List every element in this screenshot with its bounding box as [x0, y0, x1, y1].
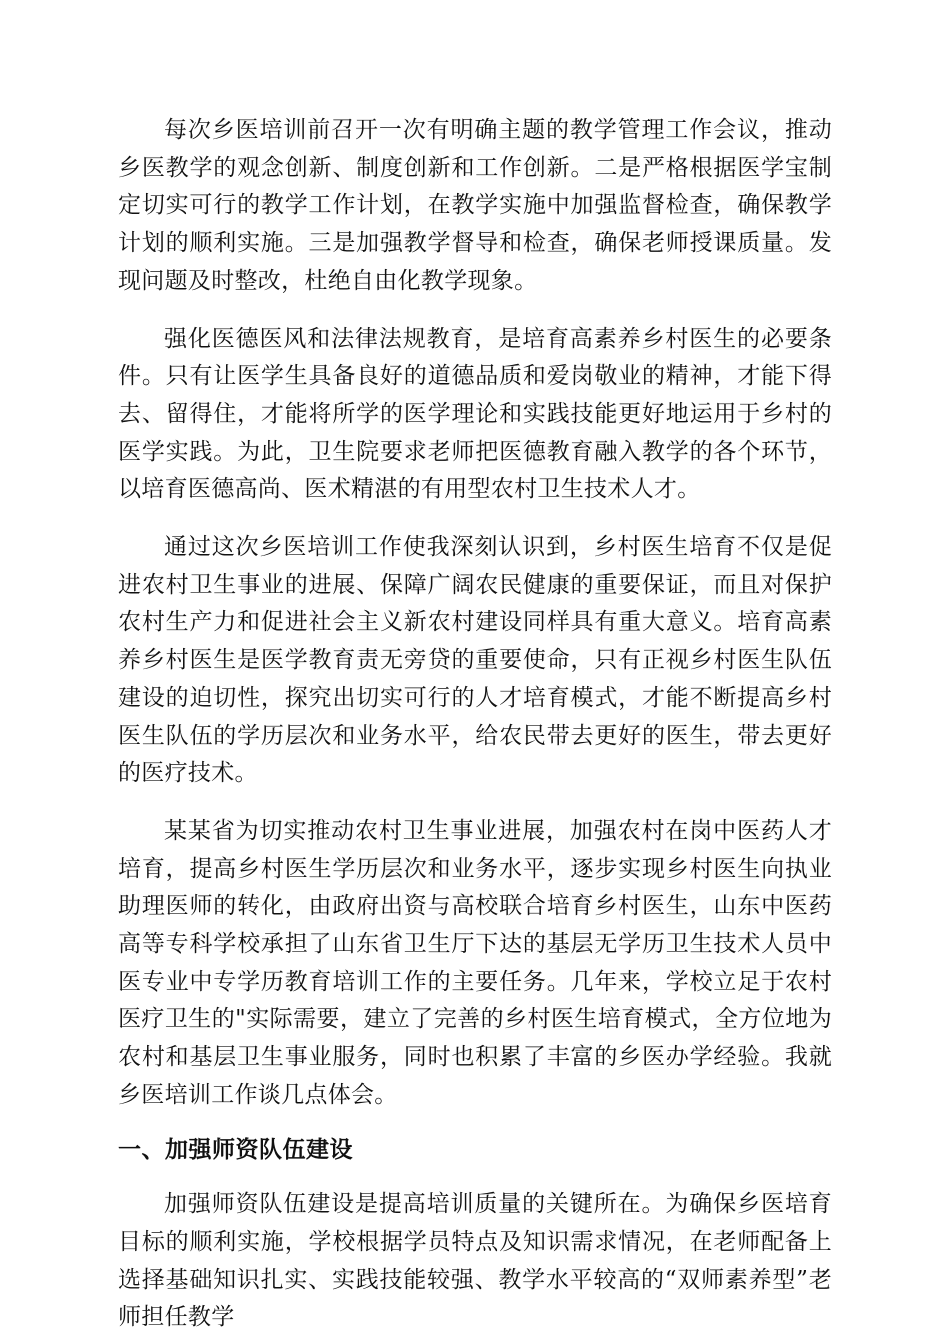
- document-page: [118, 112, 832, 1337]
- paragraph-teacher-team: 加强师资队伍建设是提高培训质量的关键所在。为确保乡医培育目标的顺利实施，学校根据学员特点及知识需求情况，在老师配备上选择基础知识扎实、实践技能较强、教学水平较高的“双师素养型”老师担任教学: [118, 1191, 832, 1331]
- section-heading: 一、加强师资队伍建设: [118, 1136, 353, 1163]
- paragraph-teaching-management: 每次乡医培训前召开一次有明确主题的教学管理工作会议，推动乡医教学的观念创新、制度创新和工作创新。二是严格根据医学宝制定切实可行的教学工作计划，在教学实施中加强监督检查，确保教学计划的顺利实施。三是加强教学督导和检查，确保老师授课质量。发现问题及时整改，杜绝自由化教学现象。: [118, 117, 832, 294]
- paragraph-training-insight: 通过这次乡医培训工作使我深刻认识到，乡村医生培育不仅是促进农村卫生事业的进展、保障广阔农民健康的重要保证，而且对保护农村生产力和促进社会主义新农村建设同样具有重大意义。培育高素养乡村医生是医学教育责无旁贷的重要使命，只有正视乡村医生队伍建设的迫切性，探究出切实可行的人才培育模式，才能不断提高乡村医生队伍的学历层次和业务水平，给农民带去更好的医生，带去更好的医疗技术。: [118, 534, 832, 787]
- paragraph-province-background: 某某省为切实推动农村卫生事业进展，加强农村在岗中医药人才培育，提高乡村医生学历层次和业务水平，逐步实现乡村医生向执业助理医师的转化，由政府出资与高校联合培育乡村医生，山东中医药高等专科学校承担了山东省卫生厅下达的基层无学历卫生技术人员中医专业中专学历教育培训工作的主要任务。几年来，学校立足于农村医疗卫生的"实际需要，建立了完善的乡村医生培育模式，全方位地为农村和基层卫生事业服务，同时也积累了丰富的乡医办学经验。我就乡医培训工作谈几点体会。: [118, 817, 832, 1108]
- paragraph-medical-ethics: 强化医德医风和法律法规教育，是培育高素养乡村医生的必要条件。只有让医学生具备良好的道德品质和爱岗敬业的精神，才能下得去、留得住，才能将所学的医学理论和实践技能更好地运用于乡村的医学实践。为此，卫生院要求老师把医德教育融入教学的各个环节，以培育医德高尚、医术精湛的有用型农村卫生技术人才。: [118, 325, 832, 503]
